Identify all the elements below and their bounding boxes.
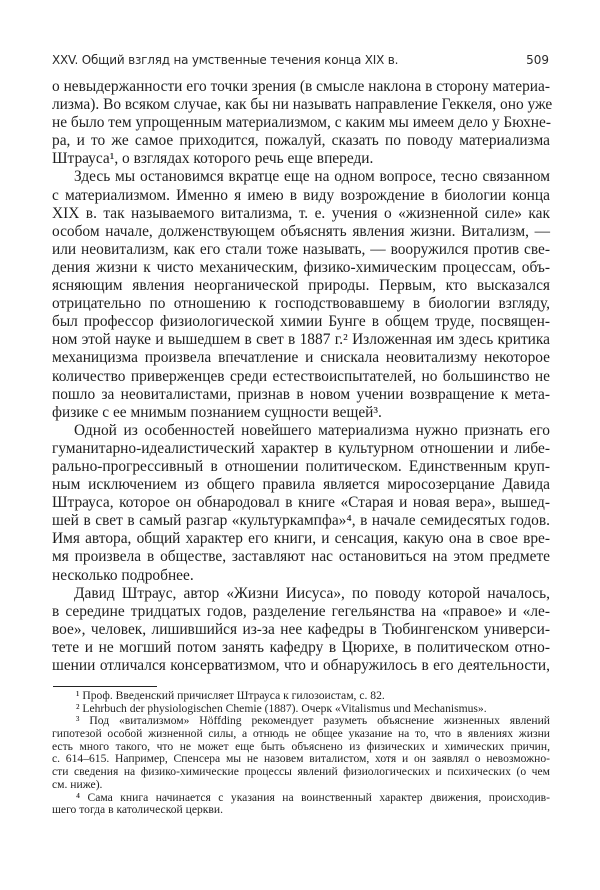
footnote-line: сти сведения на физико-химические процессы явлений физиологических и психических (о чем [52, 765, 550, 779]
paragraph [52, 78, 553, 168]
text-line: ным исключением из общего правила является миросозерцание Давида [52, 476, 550, 494]
text-line: Штрауса, которое он обнародовал в книге «Старая и новая вера», вышед- [52, 494, 550, 512]
text-line: ясняющим явления неорганической природы. Первым, кто высказался [52, 277, 550, 295]
text-line: о невыдержанности его точки зрения (в смысле наклона в сторону материа- [52, 78, 550, 95]
text-line: не было тем упрощенным материализмом, с каким мы имеем дело у Бюхне- [52, 114, 551, 132]
text-line: Давид Штраус, автор «Жизни Иисуса», по поводу которой началось, [74, 584, 550, 602]
text-line: гуманитарно-идеалистический характер в культурном отношении и либе- [52, 439, 550, 457]
footnote-line: шего тогда в католической церкви. [52, 803, 224, 817]
text-line: Здесь мы остановимся вкратце еще на одном вопросе, тесно связанном [74, 168, 550, 186]
footnote-line: гипотезой особой жизненной силы, а отнюдь не общее указание на то, что в явлениях жизни [52, 727, 550, 741]
text-line: Штрауса¹, о взглядах которого речь еще впереди. [52, 150, 374, 168]
footnote-line: ⁴ Сама книга начинается с указания на воинственный характер движения, происходив- [76, 790, 550, 804]
footnote-line: см. ниже). [52, 777, 103, 791]
footnote [52, 690, 550, 703]
text-line: шей в свет в самый разгар «культуркампфа»⁴, в начале семидесятых годов. [52, 512, 550, 530]
footnote-line: с. 614–615. Например, Спенсера мы не назовем виталистом, хотя и он заявлял о невозможно- [52, 752, 550, 766]
paragraph [52, 422, 550, 585]
footnote [52, 792, 550, 817]
text-line: в середине тридцатых годов, разделение гегельянства на «правое» и «ле- [52, 602, 550, 620]
paragraph [52, 168, 550, 421]
text-line: мя произвела в обществе, заставляют нас остановиться на этом предмете [52, 548, 550, 566]
text-line: несколько подробнее. [52, 566, 194, 584]
main-text [52, 78, 553, 675]
text-line: вое», человек, лишившийся из-за нее кафедры в Тюбингенском универси- [52, 620, 550, 638]
text-line: лизма). Во всяком случае, как бы ни называть направление Геккеля, оно уже [52, 96, 553, 114]
text-line: ра, и то же самое приходится, пожалуй, сказать по поводу материализма [52, 132, 550, 150]
running-header [52, 53, 549, 71]
paragraph [52, 585, 550, 675]
text-line: Одной из особенностей новейшего материализма нужно признать его [74, 421, 550, 439]
footnote-line: есть много такого, что не может еще быть объяснено из физических и химических причин, [52, 739, 550, 753]
footnote-line: ³ Под «витализмом» Höffding рекомендует разуметь объяснение жизненных явлений [76, 714, 550, 728]
text-line: XIX в. так называемого витализма, т. е. учения о «жизненной силе» как [52, 204, 550, 222]
footnote [52, 715, 550, 791]
text-line: рально-прогрессивный в отношении политическом. Единственным круп- [52, 457, 550, 475]
footnote-line: ² Lehrbuch der physiologischen Chemie (1887). Очерк «Vitalismus und Mechanismus». [76, 701, 487, 715]
text-line: шении отличался консерватизмом, что и обнаружилось в его деятельности, [52, 657, 550, 674]
footnote-line: ¹ Проф. Введенский причисляет Штрауса к гилозоистам, с. 82. [76, 689, 385, 702]
text-line: количество приверженцев среди естествоиспытателей, но большинство не [52, 367, 550, 385]
footnote-divider [53, 686, 157, 687]
text-line: ном этой науке и вышедшем в свет в 1887 г.² Изложенная им здесь критика [52, 331, 550, 349]
text-line: пошло за неовиталистами, признав в новом учении возвращение к мета- [52, 385, 550, 403]
text-line: был профессор физиологической химии Бунге в общем труде, посвящен- [52, 313, 550, 331]
text-line: особом начале, долженствующем объяснять явления жизни. Витализм, — [52, 222, 550, 240]
text-line: дения жизни к чисто механическим, физико-химическим процессам, объ- [52, 258, 550, 276]
text-line: отрицательно по отношению к господствовавшему в биологии взгляду, [52, 295, 550, 313]
chapter-title: XXV. Общий взгляд на умственные течения конца XIX в. [52, 53, 399, 67]
text-line: механицизма произвела впечатление и снискала неовитализму некоторое [52, 349, 550, 367]
text-line: Имя автора, общий характер его книги, и сенсация, какую она в свое вре- [52, 530, 550, 548]
text-line: физике с ее мнимым познанием сущности вещей³. [52, 403, 382, 421]
footnotes [52, 690, 550, 817]
text-line: тете и не могший потом занять кафедру в Цюрихе, в политическом отно- [52, 638, 550, 656]
text-line: или неовитализм, как его стали тоже называть, — вооружился против све- [52, 240, 550, 258]
text-line: с материализмом. Именно я имею в виду возрождение в биологии конца [52, 186, 550, 204]
page-number: 509 [526, 53, 549, 67]
